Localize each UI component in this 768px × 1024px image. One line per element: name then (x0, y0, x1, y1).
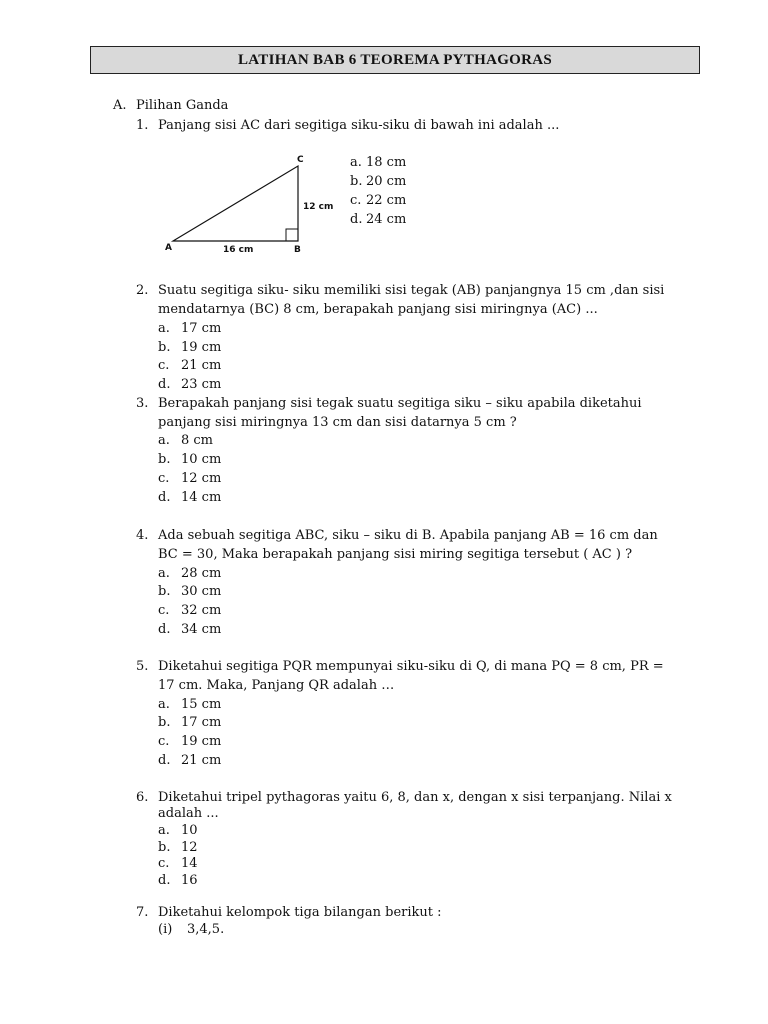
vertex-a-label: A (165, 243, 172, 253)
option-text: 20 cm (366, 174, 407, 189)
option-text: 19 cm (181, 340, 222, 355)
question-text: Berapakah panjang sisi tegak suatu segitiga siku – siku apabila diketahui (158, 396, 642, 411)
option-text: 10 (181, 823, 198, 838)
option-letter: b. (350, 174, 363, 189)
option-text: 21 cm (181, 753, 222, 768)
option-text: 14 (181, 856, 198, 871)
option-text: 14 cm (181, 490, 222, 505)
option-letter: c. (158, 358, 170, 373)
option-text: 10 cm (181, 452, 222, 467)
option-text: 19 cm (181, 734, 222, 749)
question-text: Suatu segitiga siku- siku memiliki sisi tegak (AB) panjangnya 15 cm ,dan sisi (158, 283, 665, 298)
question-number: 1. (136, 118, 149, 133)
question-text: Diketahui tripel pythagoras yaitu 6, 8, dan x, dengan x sisi terpanjang. Nilai x (158, 790, 672, 805)
option-letter: d. (158, 377, 171, 392)
option-text: 17 cm (181, 321, 222, 336)
option-letter: c. (158, 603, 170, 618)
side-bc-label: 12 cm (303, 202, 334, 212)
section-letter: A. (113, 98, 127, 113)
option-letter: a. (158, 321, 170, 336)
question-text: Panjang sisi AC dari segitiga siku-siku di bawah ini adalah ... (158, 118, 560, 133)
option-text: 3,4,5. (187, 922, 225, 937)
question-number: 4. (136, 528, 149, 543)
section-label: Pilihan Ganda (136, 98, 229, 113)
worksheet-title: LATIHAN BAB 6 TEOREMA PYTHAGORAS (90, 46, 700, 74)
question-number: 2. (136, 283, 149, 298)
question-number: 5. (136, 659, 149, 674)
option-letter: b. (158, 340, 171, 355)
option-text: 28 cm (181, 566, 222, 581)
question-text: panjang sisi miringnya 13 cm dan sisi datarnya 5 cm ? (158, 415, 517, 430)
question-text: 17 cm. Maka, Panjang QR adalah … (158, 678, 395, 693)
option-text: 17 cm (181, 715, 222, 730)
option-letter: a. (350, 155, 362, 170)
option-text: 22 cm (366, 193, 407, 208)
option-letter: d. (158, 873, 171, 888)
option-text: 12 (181, 840, 198, 855)
question-number: 7. (136, 905, 149, 920)
option-text: 21 cm (181, 358, 222, 373)
option-letter: b. (158, 584, 171, 599)
question-text: Ada sebuah segitiga ABC, siku – siku di B. Apabila panjang AB = 16 cm dan (158, 528, 658, 543)
option-letter: c. (158, 471, 170, 486)
question-text: BC = 30, Maka berapakah panjang sisi miring segitiga tersebut ( AC ) ? (158, 547, 633, 562)
question-number: 3. (136, 396, 149, 411)
option-letter: d. (158, 753, 171, 768)
side-ab-label: 16 cm (223, 245, 254, 255)
option-text: 34 cm (181, 622, 222, 637)
option-letter: b. (158, 715, 171, 730)
option-letter: c. (158, 734, 170, 749)
option-text: 12 cm (181, 471, 222, 486)
vertex-c-label: C (297, 155, 304, 165)
option-letter: d. (158, 622, 171, 637)
question-text: adalah ... (158, 806, 219, 821)
question-text: Diketahui kelompok tiga bilangan berikut : (158, 905, 442, 920)
option-text: 18 cm (366, 155, 407, 170)
option-letter: a. (158, 433, 170, 448)
right-angle-marker (286, 229, 298, 241)
triangle-shape (173, 166, 298, 241)
question-text: Diketahui segitiga PQR mempunyai siku-siku di Q, di mana PQ = 8 cm, PR = (158, 659, 664, 674)
option-text: 23 cm (181, 377, 222, 392)
right-triangle-figure (160, 150, 334, 260)
option-text: 16 (181, 873, 198, 888)
option-letter: (i) (158, 922, 173, 937)
option-letter: a. (158, 823, 170, 838)
option-letter: a. (158, 697, 170, 712)
option-text: 24 cm (366, 212, 407, 227)
option-text: 32 cm (181, 603, 222, 618)
option-letter: b. (158, 840, 171, 855)
option-letter: b. (158, 452, 171, 467)
option-letter: c. (158, 856, 170, 871)
option-text: 15 cm (181, 697, 222, 712)
option-text: 8 cm (181, 433, 214, 448)
question-text: mendatarnya (BC) 8 cm, berapakah panjang sisi miringnya (AC) ... (158, 302, 598, 317)
question-number: 6. (136, 790, 149, 805)
option-text: 30 cm (181, 584, 222, 599)
option-letter: d. (350, 212, 363, 227)
option-letter: d. (158, 490, 171, 505)
option-letter: a. (158, 566, 170, 581)
option-letter: c. (350, 193, 362, 208)
vertex-b-label: B (294, 245, 301, 255)
